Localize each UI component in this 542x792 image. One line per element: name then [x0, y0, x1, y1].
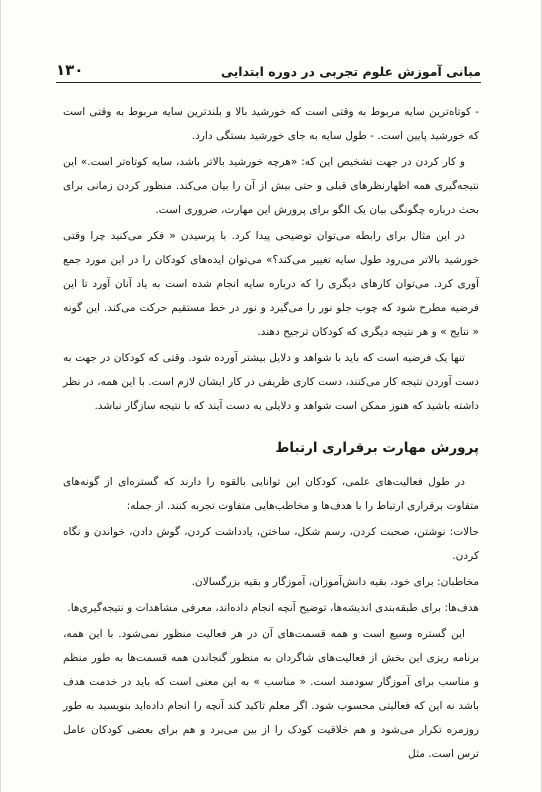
list-item-modes: حالات: نوشتن، صحبت کردن، رسم شکل، ساختن، یادداشت کردن، گوش دادن، خواندن و نگاه کردن.: [63, 526, 479, 562]
page-number: ۱۳۰: [56, 61, 84, 79]
section-heading: پرورش مهارت برقراری ارتباط: [275, 440, 479, 456]
book-title: مبانی آموزش علوم تجربی در دوره ابتدایی: [220, 64, 481, 79]
list-item-goals: هدف‌ها: برای طبقه‌بندی اندیشه‌ها، توضیح آنچه انجام داده‌اند، معرفی مشاهدات و نتیجه‌گیری‌ها.: [67, 602, 479, 614]
page-body: [63, 100, 479, 768]
list-item-audiences: مخاطبان: برای خود، بقیه دانش‌آموزان، آموزگار و بقیه بزرگسالان.: [191, 576, 479, 588]
paragraph: در این مثال برای رابطه می‌توان توضیحی پیدا کرد. با پرسیدن « فکر می‌کنید چرا وقتی خورشید بالاتر می‌رود طول سایه تغییر می‌کند؟» می‌توان ایده‌های کودکان را در این مورد جمع آوری کرد. می‌توان کارهای دیگری را که درباره سایه انجام شده است به یاد آنان آورد تا این فرضیه مطرح شود که چوب جلو نور را می‌گیرد و نور در خط مستقیم حرکت می‌کند. این گونه « نتایج » و هر نتیجه دیگری که کودکان ترجیح دهند.: [63, 230, 479, 338]
paragraph: - کوتاه‌ترین سایه مربوط به وقتی است که خورشید بالا و بلندترین سایه مربوط به وقتی است که خورشید پایین است. - طول سایه به جای خورشید بستگی دارد.: [63, 106, 479, 142]
paragraph: و کار کردن در جهت تشخیص این که: «هرچه خورشید بالاتر باشد، سایه کوتاه‌تر است.» این نتیجه‌گیری همه اظهارنظرهای قبلی و حتی بیش از آن را بیان می‌کند. منظور کردن زمانی برای بحث درباره چگونگی بیان یک الگو برای پرورش این مهارت، ضروری است.: [63, 156, 479, 216]
paragraph: تنها یک فرضیه است که باید با شواهد و دلایل بیشتر آورده شود. وقتی که کودکان در جهت به دست آوردن نتیجه کار می‌کنند، دست کاری ظریفی در کار ایشان لازم است. با این همه، در نظر داشته باشید که هنوز ممکن است شواهد و دلایلی به دست آیند که با نتیجه سازگار نباشد.: [63, 352, 479, 412]
running-header: [56, 53, 481, 83]
paragraph: در طول فعالیت‌های علمی، کودکان این توانایی بالقوه را دارند که گستره‌ای از گونه‌های متفاوت برقراری ارتباط را با هدف‌ها و مخاطب‌هایی متفاوت تجربه کنند. از جمله:: [63, 476, 479, 512]
paragraph: این گستره وسیع است و همه قسمت‌های آن در هر فعالیت منظور نمی‌شود. با این همه، برنامه ریزی این بخش از فعالیت‌های شاگردان به منظور گنجاندن همه قسمت‌ها به طور منظم و مناسب برای آموزگار سودمند است. « مناسب » به این معنی است که باید در خدمت هدف باشد نه این که فعالیتی محسوب شود. اگر معلم تاکید کند آنچه را انجام داده‌اید بنویسید به طور روزمره تکرار می‌شود و هم خلاقیت کودک را از بین می‌برد و هم برای بعضی کودکان عامل ترس است. مثل: [63, 628, 479, 760]
